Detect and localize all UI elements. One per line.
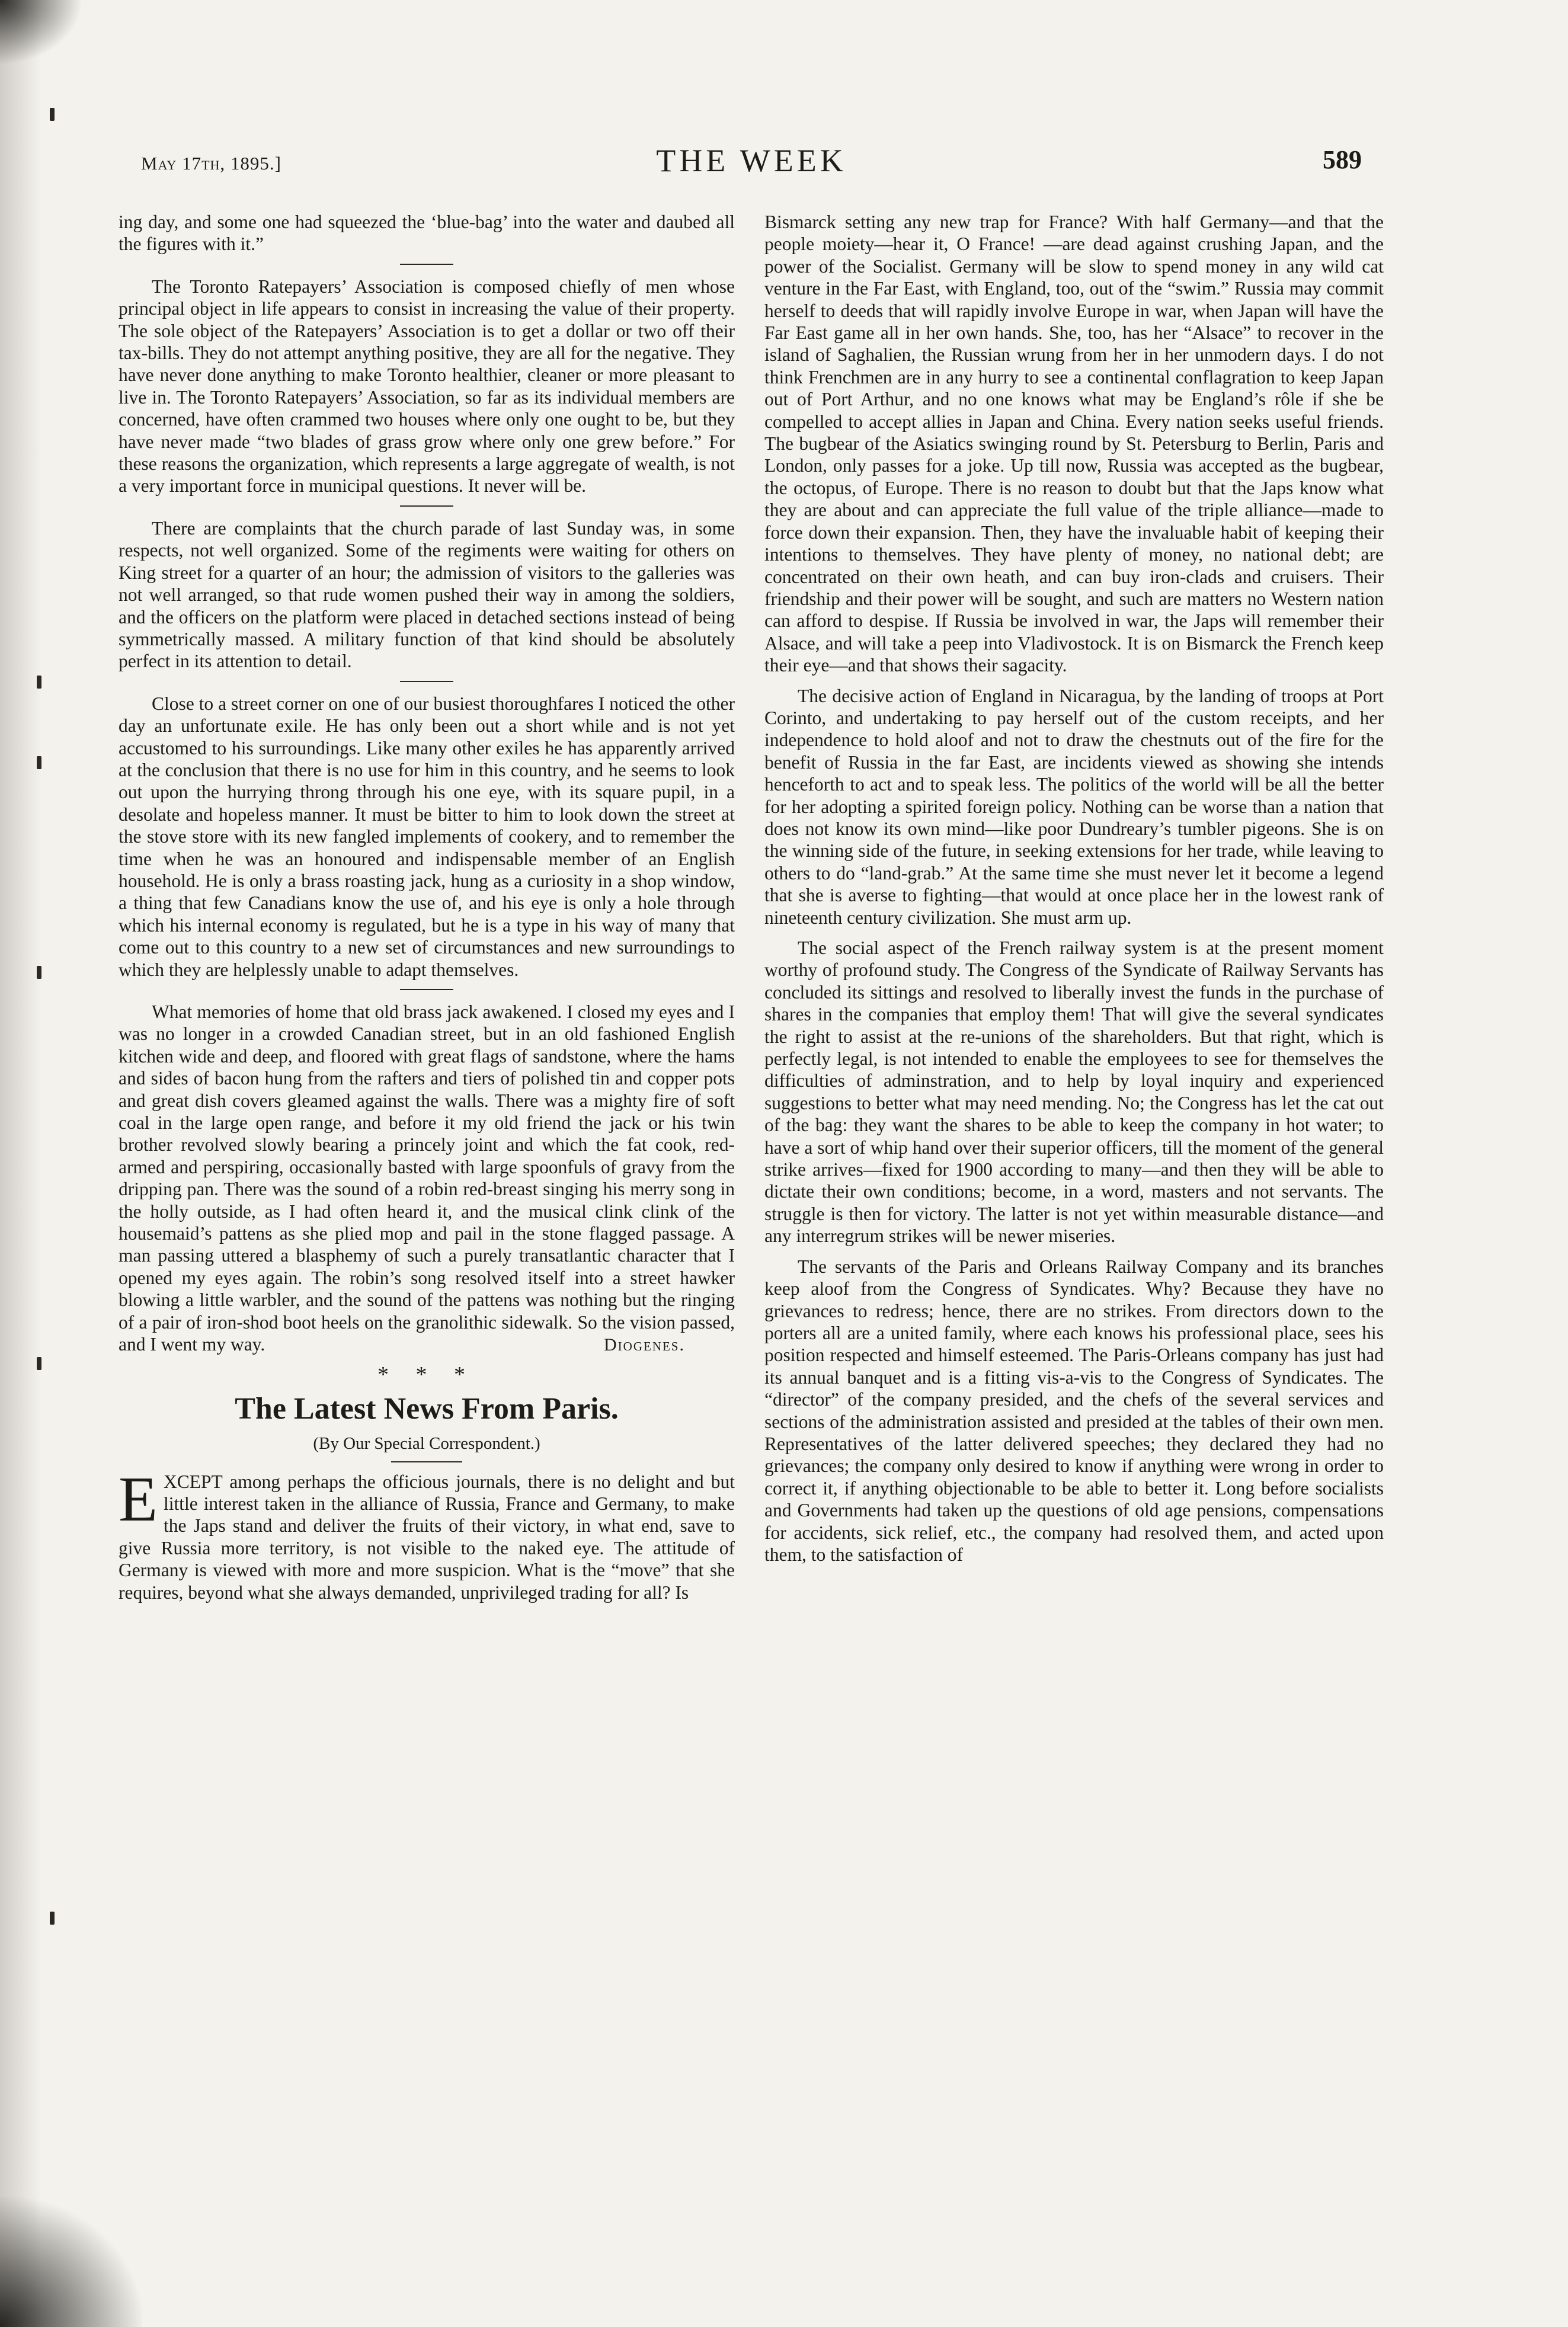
paragraph-paris-orleans: The servants of the Paris and Orleans Railway Company and its branches keep aloof from the Congress of Syndicates. Why? Because they have no grievances to redress; hence, there are no strikes. From directors down to the porters all are a united family, where each knows his professional place, sees his position respected and himself esteemed. The Paris-Orleans company has just had its annual banquet and is a fitting vis-a-vis to the Congress of Syndicates. The “director” of the company presided, and the chefs of the several services and sections of the administration assisted and presided at the tables of their own men. Representatives of the latter delivered speeches; they declared they had no grievances; the company only desired to know if anything were wrong in order to correct it, if anything objectionable to be able to better it. Long before socialists and Governments had taken up the questions of old age pensions, compensations for accidents, sick relief, etc., the company had resolved them, and acted upon them, to the satisfaction of: [764, 1256, 1384, 1565]
paragraph-ratepayers: The Toronto Ratepayers’ Association is composed chiefly of men whose principal object in life appears to consist in increasing the value of their property. The sole object of the Ratepayers’ Association is to get a dollar or two off their tax-bills. They do not attempt anything positive, they are all for the negative. They have never done anything to make Toronto healthier, cleaner or more pleasant to live in. The Toronto Ratepayers’ Association, so far as its individual members are concerned, have often crammed two houses where only one ought to be, but they have never made “two blades of grass grow where only one grew before.” For these reasons the organization, which represents a large aggregate of wealth, is not a very important force in municipal questions. It never will be.: [119, 276, 735, 497]
margin-mark: [37, 966, 41, 979]
paragraph-exile: Close to a street corner on one of our busiest thoroughfares I noticed the other day an unfortunate exile. He has only been out a short while and is not yet accustomed to his surroundings. Like many other exiles he has apparently arrived at the conclusion that there is no use for him in this country, and he seems to look out upon the hurrying throng through his one eye, with its square pupil, in a desolate and hopeless manner. It must be bitter to him to look down the street at the stove store with its new fangled implements of cookery, and to remember the time when he was an honoured and indispensable member of an English household. He is only a brass roasting jack, hung as a curiosity in a shop window, a thing that few Canadians know the use of, and his eye is only a hole through which his internal economy is regulated, but he is a type in his way of many that come out to this country to a new set of circumstances and new surroundings to which they are helplessly unable to adapt themselves.: [119, 693, 735, 980]
paragraph-continuation: ing day, and some one had squeezed the ‘blue-bag’ into the water and daubed all the figures with it.”: [119, 212, 735, 255]
paragraph-bismarck: Bismarck setting any new trap for France? With half Germany—and that the people moiety—hear it, O France! —are dead against crushing Japan, and the power of the Socialist. Germany will be slow to spend money in any wild cat venture in the Far East, with England, too, out of the “swim.” Russia may commit herself to deeds that will rapidly involve Europe in war, when Japan will have the Far East game all in her own hands. She, too, has her “Alsace” to recover in the island of Saghalien, the Russian wrung from her in her unmodern days. I do not think Frenchmen are in any hurry to see a continental conflagration to keep Japan out of Port Arthur, and no one knows what may be England’s rôle if she be compelled to accept allies in Japan and China. Every nation seeks useful friends. The bugbear of the Asiatics swinging round by St. Petersburg to Berlin, Paris and London, only passes for a joke. Up till now, Russia was accepted as the bugbear, the octopus, of Europe. There is no reason to doubt but that the Japs know what they are about and can appreciate the full value of the triple alliance—made to force down their expansion. Then, they have the invaluable habit of keeping their intentions to themselves. They have plenty of money, no national debt; are concentrated on their own heath, and can buy iron-clads and cruisers. Their friendship and their power will be sought, and such are matters no Western nation can afford to despise. If Russia be involved in war, the Japs will remember their Alsace, and will take a peep into Vladivostock. It is on Bismarck the French keep their eye—and that shows their sagacity.: [764, 212, 1384, 676]
margin-mark: [37, 676, 41, 689]
section-divider: [400, 681, 453, 682]
article-byline: (By Our Special Correspondent.): [313, 1433, 540, 1453]
section-divider: [400, 505, 453, 507]
author-signature: Diogenes.: [604, 1334, 685, 1355]
margin-mark: [37, 1357, 41, 1370]
scan-gutter-shadow: [0, 0, 41, 2327]
publication-title: THE WEEK: [656, 143, 847, 178]
section-divider: [400, 264, 453, 265]
paragraph-gap: [764, 1247, 1384, 1256]
paragraph-memories: What memories of home that old brass jack awakened. I closed my eyes and I was no longer in a crowded Canadian street, but in an old fashioned English kitchen wide and deep, and floored with great flags of sandstone, where the hams and sides of bacon hung from the rafters and tiers of polished tin and copper pots and great dish covers gleamed against the walls. There was a mighty fire of soft coal in the large open range, and before it my old friend the jack or his twin brother revolved slowly bearing a princely joint and which the fat cook, red-armed and perspiring, occasionally basted with large spoonfuls of gravy from the dripping pan. There was the sound of a robin red-breast singing his merry song in the holly outside, as I had often heard it, and the musical clink clink of the housemaid’s pattens as she plied mop and pail in the stone flagged passage. A man passing uttered a blasphemy of such a purely transatlantic character that I opened my eyes again. The robin’s song resolved itself into a street hawker blowing a little warbler, and the sound of the pattens was nothing but the ringing of a pair of iron-shod boot heels on the granolithic sidewalk. So the vision passed, and I went my way.: [119, 1001, 735, 1355]
byline-divider: [391, 1461, 462, 1462]
margin-mark: [50, 1912, 55, 1925]
asterism: * * *: [377, 1362, 476, 1387]
margin-mark: [37, 756, 41, 769]
margin-mark: [50, 108, 55, 121]
paragraph-gap: [764, 929, 1384, 937]
paragraph-railway: The social aspect of the French railway system is at the present moment worthy of profound study. The Congress of the Syndicate of Railway Servants has concluded its sittings and resolved to liberally invest the funds in the purchase of shares in the companies that employ them! That will give the several syndicates the right to assist at the re-unions of the shareholders. But that right, which is perfectly legal, is not intended to enable the employees to see for themselves the difficulties of adminstration, and to help by loyal inquiry and experienced suggestions to better what may need mending. No; the Congress has let the cat out of the bag: they want the shares to be able to keep the company in hot water; to have a sort of whip hand over their superior officers, till the moment of the general strike arrives—fixed for 1900 according to many—and then they will be able to dictate their own conditions; become, in a word, masters and not servants. The struggle is then for victory. The latter is not yet within measurable distance—and any interregrum strikes will be newer miseries.: [764, 937, 1384, 1247]
page-number: 589: [1323, 145, 1362, 174]
article-title: The Latest News From Paris.: [235, 1391, 619, 1426]
paragraph-nicaragua: The decisive action of England in Nicaragua, by the landing of troops at Port Corinto, and undertaking to pay herself out of the custom receipts, and her independence to hold aloof and not to draw the chestnuts out of the fire for the benefit of Russia in the far East, are incidents viewed as showing she intends henceforth to act and to speak less. The politics of the world will be all the better for her adopting a spirited foreign policy. Nothing can be worse than a nation that does not know its own mind—like poor Dundreary’s tumbler pigeons. She is on the winning side of the future, in seeking extensions for her trade, while leaving to others to do “land-grab.” At the same time she must never let it become a legend that she is averse to fighting—that would at once place her in the lowest rank of nineteenth century civilization. She must arm up.: [764, 685, 1384, 928]
scan-ink-blot-top: [0, 0, 83, 65]
running-header: [141, 142, 1362, 184]
drop-cap: E: [119, 1464, 158, 1535]
paragraph-paris-lead: [119, 1464, 735, 1603]
right-column: [764, 211, 1384, 2320]
paragraph-paris-lead-text: XCEPT among perhaps the officious journals, there is no delight and but little interest taken in the alliance of Russia, France and Germany, to make the Japs stand and deliver the fruits of their victory, in what end, save to give Russia more territory, is not visible to the naked eye. The attitude of Germany is viewed with more and more suspicion. What is the “move” that she requires, beyond what she always demanded, unprivileged trading for all? Is: [119, 1471, 735, 1603]
left-column: [119, 211, 735, 2320]
issue-date: May 17th, 1895.]: [141, 153, 281, 174]
paragraph-church-parade: There are complaints that the church parade of last Sunday was, in some respects, not well organized. Some of the regiments were waiting for others on King street for a quarter of an hour; the admission of visitors to the galleries was not well arranged, so that rude women pushed their way in among the soldiers, and the officers on the platform were placed in detached sections instead of being symmetrically massed. A military function of that kind should be absolutely perfect in its attention to detail.: [119, 517, 735, 672]
section-divider: [400, 989, 453, 990]
paragraph-gap: [764, 677, 1384, 685]
